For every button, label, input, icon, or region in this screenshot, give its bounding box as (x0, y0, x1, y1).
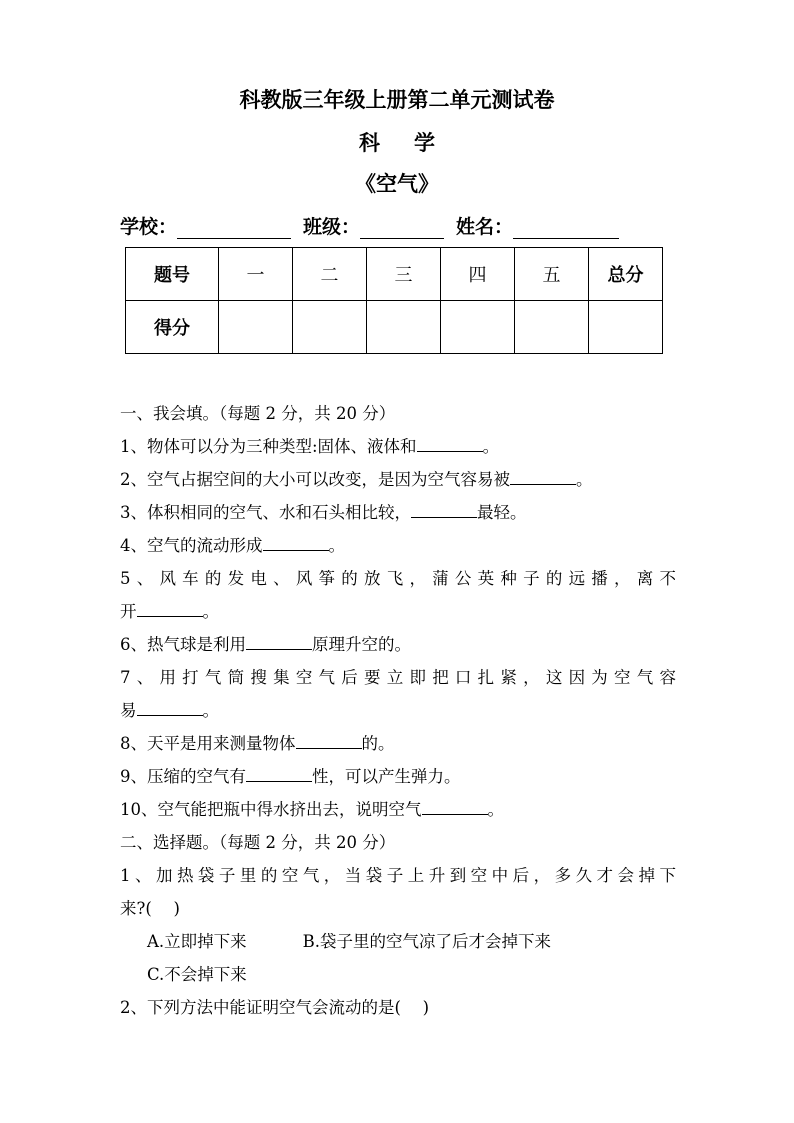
answer-blank[interactable] (417, 431, 483, 452)
question-text: 3、体积相同的空气、水和石头相比较， (120, 503, 411, 522)
question-item (120, 463, 676, 496)
question-text-tail: 。 (202, 602, 219, 621)
class-label: 班级： (303, 216, 361, 238)
exam-title: 科教版三年级上册第二单元测试卷 (239, 88, 555, 112)
question-item: 5、风车的发电、风筝的放飞，蒲公英种子的远播，离不 (120, 569, 676, 588)
question-text-tail: 的。 (361, 734, 395, 753)
question-item (120, 430, 676, 463)
answer-blank[interactable] (137, 695, 203, 716)
question-item (120, 727, 676, 760)
column-header: 四 (441, 248, 515, 301)
answer-blank[interactable] (246, 629, 312, 650)
options-row (120, 925, 676, 958)
column-header: 五 (515, 248, 589, 301)
unit-title: 《空气》 (355, 172, 439, 196)
question-text: 易 (120, 701, 137, 720)
answer-blank[interactable] (263, 530, 329, 551)
question-text-tail: 。 (487, 800, 504, 819)
question-item (120, 793, 676, 826)
question-item: 2、下列方法中能证明空气会流动的是( ) (120, 998, 430, 1017)
row-header-question-number: 题号 (126, 248, 219, 301)
options-row (120, 958, 676, 991)
question-item (120, 628, 676, 661)
column-header-total: 总分 (589, 248, 663, 301)
school-label: 学校： (120, 216, 178, 238)
score-cell[interactable] (293, 301, 367, 354)
name-label: 姓名： (456, 216, 514, 238)
question-text-tail: 。 (576, 470, 593, 489)
student-info-row (120, 212, 619, 239)
column-header: 二 (293, 248, 367, 301)
answer-blank[interactable] (422, 794, 488, 815)
question-item-continued (120, 694, 676, 727)
question-text-tail: 。 (328, 536, 345, 555)
exam-body (120, 397, 676, 1024)
question-text: 1、物体可以分为三种类型:固体、液体和 (120, 437, 417, 456)
question-text-tail: 原理升空的。 (312, 635, 411, 654)
answer-blank[interactable] (510, 464, 576, 485)
option-b[interactable]: B.袋子里的空气凉了后才会掉下来 (302, 932, 552, 951)
question-item-continued: 来?( ) (120, 899, 180, 918)
question-item: 1、加热袋子里的空气，当袋子上升到空中后，多久才会掉下 (120, 866, 676, 885)
score-cell[interactable] (441, 301, 515, 354)
question-text: 6、热气球是利用 (120, 635, 246, 654)
answer-blank[interactable] (411, 497, 477, 518)
class-blank[interactable] (360, 218, 444, 239)
question-text-tail: 。 (482, 437, 500, 456)
question-item (120, 529, 676, 562)
question-text: 开 (120, 602, 137, 621)
question-text: 10、空气能把瓶中得水挤出去，说明空气 (120, 800, 422, 819)
name-blank[interactable] (513, 218, 619, 239)
question-item: 7、用打气筒搜集空气后要立即把口扎紧，这因为空气容 (120, 668, 676, 687)
question-text: 2、空气占据空间的大小可以改变，是因为空气容易被 (120, 470, 510, 489)
question-text-tail: 性，可以产生弹力。 (312, 767, 461, 786)
answer-blank[interactable] (296, 728, 362, 749)
score-table-row (126, 301, 663, 354)
section-heading: 二、选择题。（每题 2 分，共 20 分） (120, 833, 396, 852)
question-text-tail: 。 (202, 701, 219, 720)
question-text: 8、天平是用来测量物体 (120, 734, 296, 753)
option-a[interactable]: A.立即掉下来 (147, 932, 247, 951)
subject-title: 科学 (359, 131, 469, 155)
score-cell[interactable] (367, 301, 441, 354)
option-c[interactable]: C.不会掉下来 (147, 965, 247, 984)
question-item (120, 496, 676, 529)
question-text-tail: 最轻。 (477, 503, 527, 522)
score-cell[interactable] (219, 301, 293, 354)
question-item-continued (120, 595, 676, 628)
column-header: 一 (219, 248, 293, 301)
score-cell[interactable] (515, 301, 589, 354)
column-header: 三 (367, 248, 441, 301)
answer-blank[interactable] (246, 761, 312, 782)
answer-blank[interactable] (137, 596, 203, 617)
question-text: 4、空气的流动形成 (120, 536, 263, 555)
section-heading: 一、我会填。（每题 2 分，共 20 分） (120, 404, 396, 423)
score-table-row (126, 248, 663, 301)
score-cell-total[interactable] (589, 301, 663, 354)
question-item (120, 760, 676, 793)
question-text: 9、压缩的空气有 (120, 767, 246, 786)
row-header-score: 得分 (126, 301, 219, 354)
school-blank[interactable] (177, 218, 291, 239)
score-table (125, 247, 663, 354)
